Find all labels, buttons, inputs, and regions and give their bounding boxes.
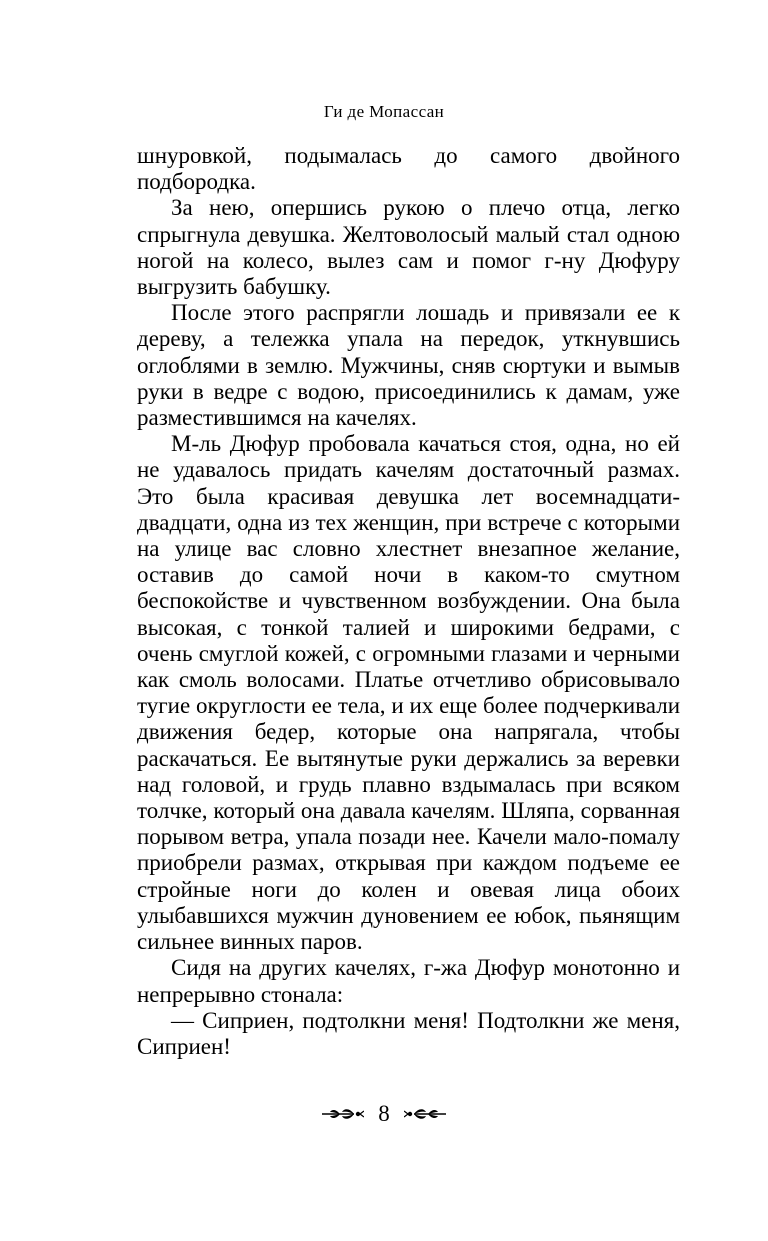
paragraph-4: М-ль Дюфур пробовала качаться стоя, одна, но ей не удавалось придать качелям достаточный размах. Это была красивая девушка лет восемнадцати-двадцати, одна из тех женщин, при встрече с которыми на улице вас словно хлестнет внезапное желание, оставив до самой ночи в каком-то смутном беспокойстве и чувственном возбуждении. Она была высокая, с тонкой талией и широкими бедрами, с очень смуглой кожей, с огромными глазами и черными как смоль волосами. Платье отчетливо обрисовывало тугие округлости ее тела, и их еще более подчеркивали движения бедер, которые она напрягала, чтобы раскачаться. Ее вытянутые руки держались за веревки над головой, и грудь плавно вздымалась при всяком толчке, который она давала качелям. Шляпа, сорванная порывом ветра, упала позади нее. Качели мало-помалу приобрели размах, открывая при каждом подъеме ее стройные ноги до колен и овевая лица обоих улыбавшихся мужчин дуновением ее юбок, пьянящим сильнее винных паров. bbox=[137, 431, 680, 955]
paragraph-5: Сидя на других качелях, г-жа Дюфур монотонно и непрерывно стонала: bbox=[137, 955, 680, 1007]
floral-ornament-left-icon bbox=[320, 1107, 364, 1121]
page-footer bbox=[0, 1101, 768, 1127]
paragraph-2: За нею, опершись рукою о плечо отца, легко спрыгнула девушка. Желтоволосый малый стал одною ногой на колесо, вылез сам и помог г-ну Дюфуру выгрузить бабушку. bbox=[137, 195, 680, 300]
page-number: 8 bbox=[378, 1101, 390, 1126]
paragraph-1: шнуровкой, подымалась до самого двойного подбородка. bbox=[137, 143, 680, 195]
floral-ornament-right-icon bbox=[404, 1107, 448, 1121]
page-body-text bbox=[137, 143, 680, 1060]
paragraph-3: После этого распрягли лошадь и привязали ее к дереву, а тележка упала на передок, уткнувшись оглоблями в землю. Мужчины, сняв сюртуки и вымыв руки в ведре с водою, присоединились к дамам, уже разместившимся на качелях. bbox=[137, 300, 680, 431]
paragraph-6: — Сиприен, подтолкни меня! Подтолкни же меня, Сиприен! bbox=[137, 1007, 680, 1059]
running-header: Ги де Мопассан bbox=[323, 102, 445, 121]
